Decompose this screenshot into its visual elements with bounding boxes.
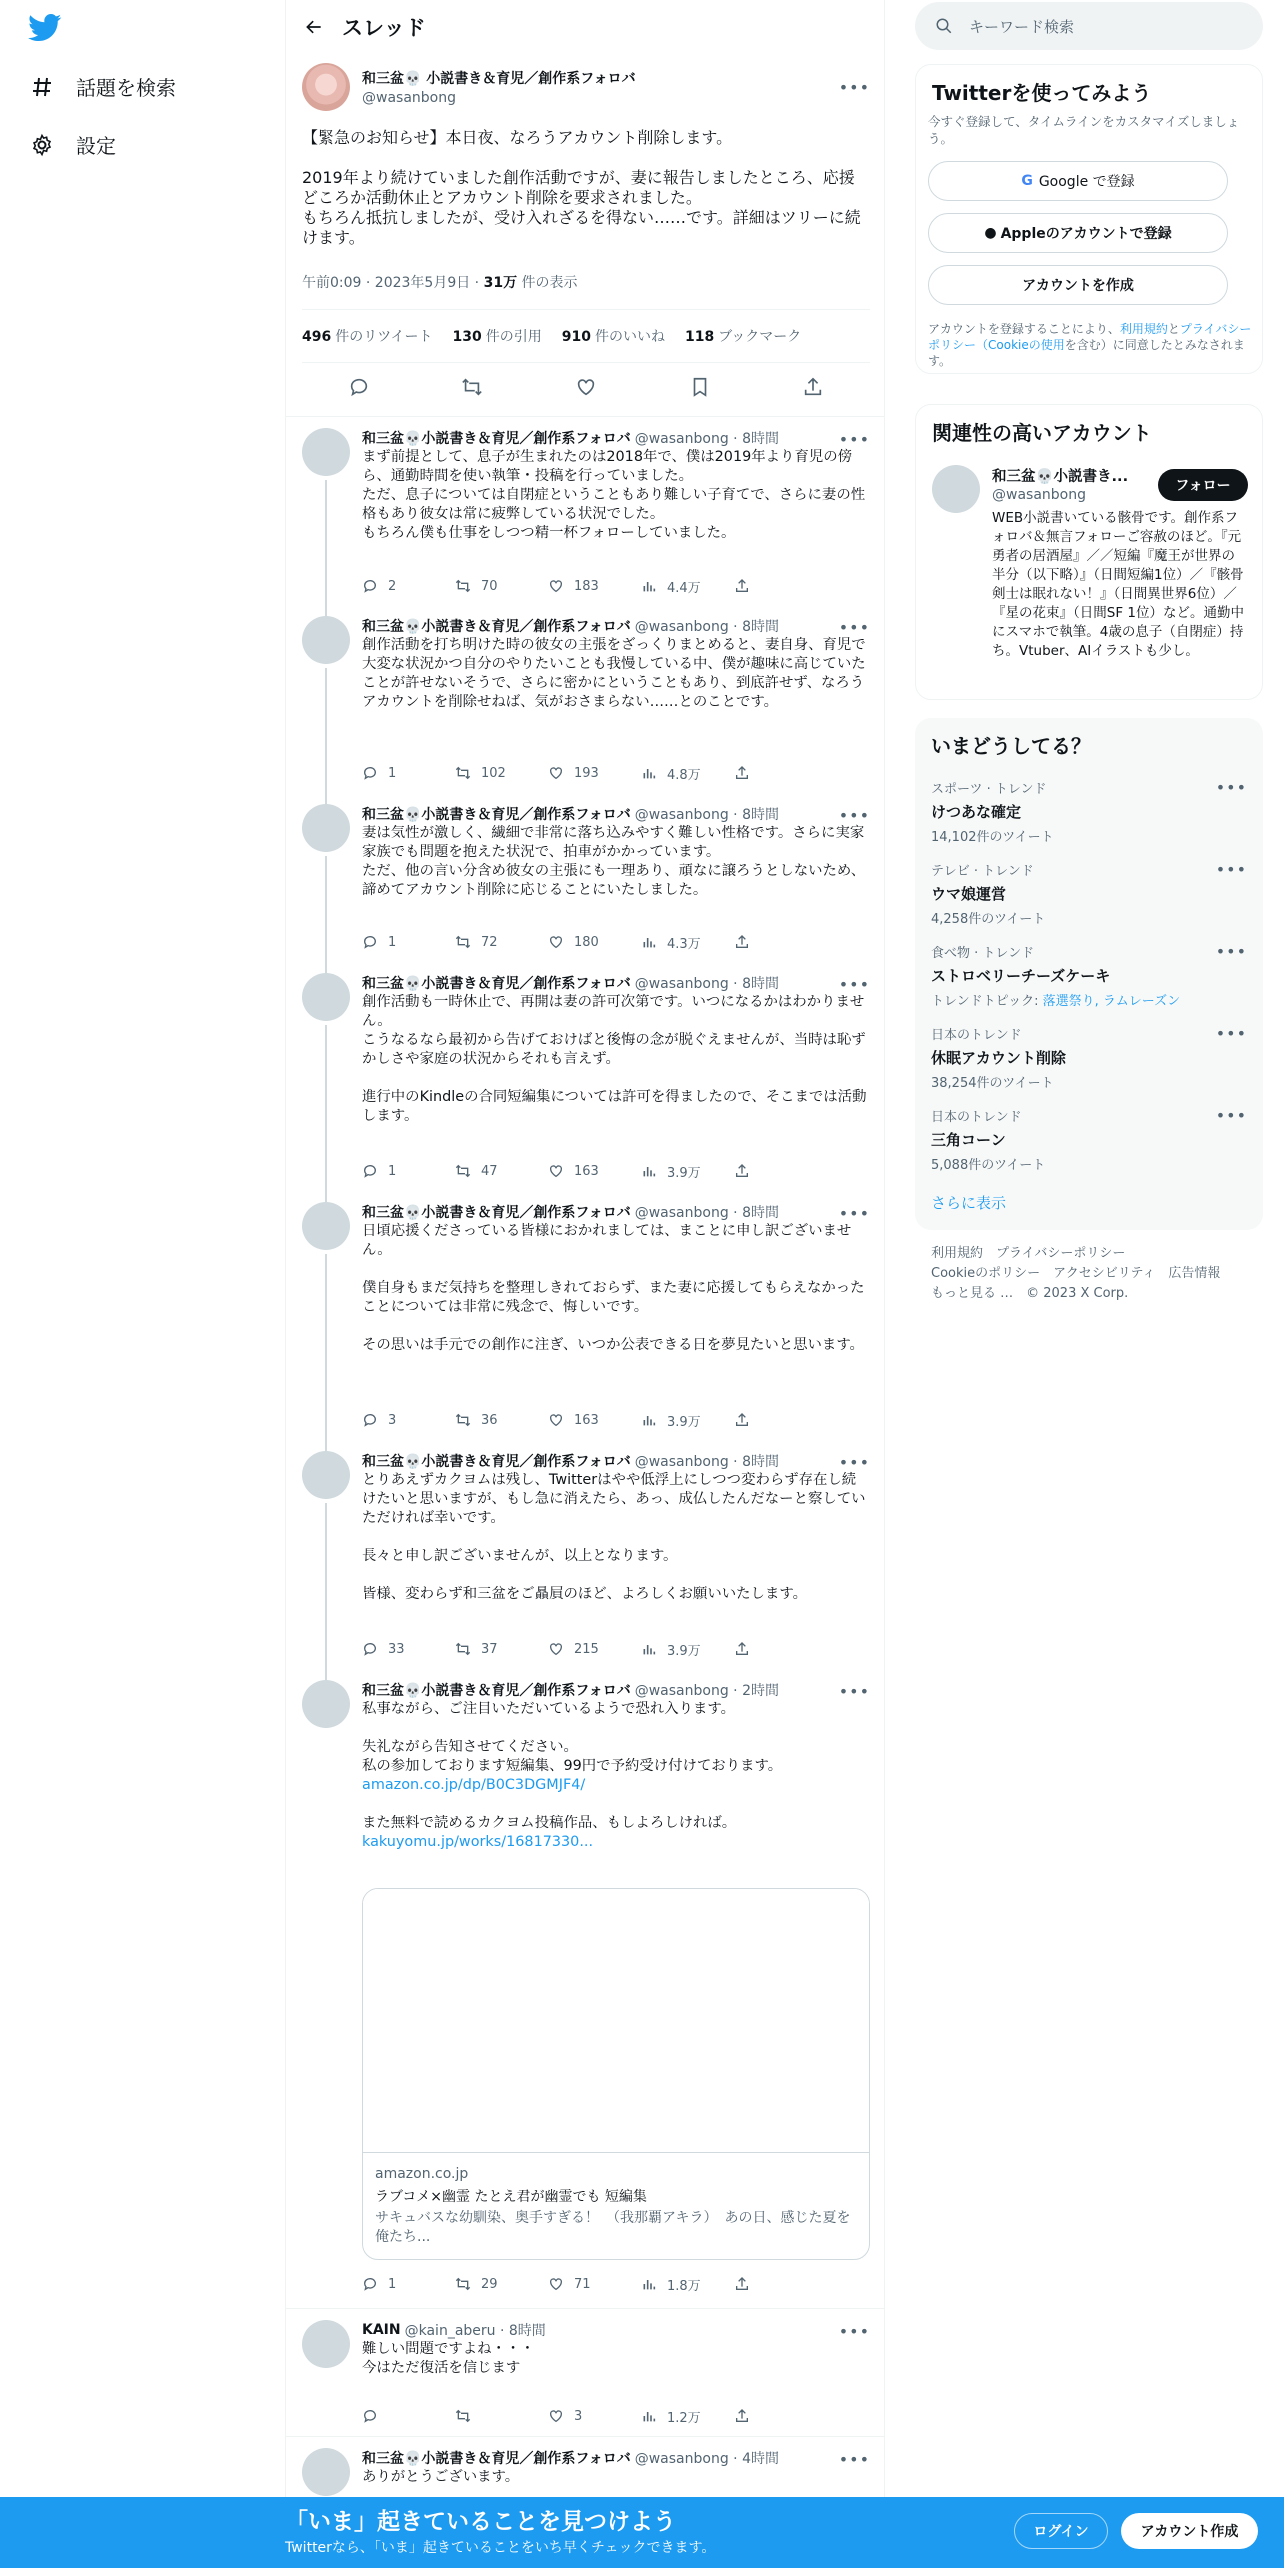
share-icon[interactable] [734,765,827,781]
more-options-icon[interactable]: ••• [838,1453,870,1472]
google-icon: G [1021,173,1033,189]
link-card-description: サキュバスな幼馴染、奥手すぎる！ （我那覇アキラ） あの日、感じた夏を俺たち... [375,2210,851,2245]
nav-settings[interactable] [28,130,116,159]
tweet-actions [362,763,827,783]
display-name[interactable]: 和三盆💀小説書き＆育児／創作系フォロバ [362,431,631,447]
like-button[interactable]: 183 [548,578,641,594]
tweet-timestamp[interactable]: 午前0:09 · 2023年5月9日 · [302,275,484,291]
handle[interactable]: @kain_aberu · 8時間 [404,2323,546,2339]
more-options-icon[interactable]: ••• [1215,1106,1247,1125]
nav-settings-label: 設定 [76,134,116,158]
tweet-stats [302,310,870,362]
like-button[interactable]: 3 [548,2408,641,2424]
tweet-text: 難しい問題ですよね・・・ 今はただ復活を信じます [362,2341,535,2376]
related-accounts-panel [915,404,1263,700]
footer-links [931,1244,1220,1304]
more-options-icon[interactable]: ••• [838,430,870,449]
reply-button[interactable] [362,2408,455,2424]
link-card[interactable] [362,1888,870,2260]
search-input[interactable] [915,2,1263,50]
more-options-icon[interactable]: ••• [1215,778,1247,797]
retweet-button[interactable]: 36 [455,1412,548,1428]
more-options-icon[interactable]: ••• [838,975,870,994]
link-card-title: ラブコメ×幽霊 たとえ君が幽霊でも 短編集 [375,2189,647,2205]
views-button[interactable]: 4.8万 [641,764,734,783]
related-handle[interactable]: @wasanbong [992,487,1086,503]
legal-text: アカウントを登録することにより、利用規約とプライバシーポリシー（Cookieの使用を含む）に同意したとみなされます。 [928,322,1252,368]
share-icon[interactable] [734,2276,827,2292]
retweet-stat[interactable]: 496 件のリツイート [302,329,433,345]
footer-line[interactable]: Cookieのポリシー アクセシビリティ 広告情報 [931,1266,1221,1281]
share-icon[interactable] [734,578,827,594]
avatar[interactable] [932,465,980,513]
tweet-actions [302,363,870,415]
thread-line [325,1254,327,1454]
handle[interactable]: @wasanbong · 8時間 [634,619,779,635]
display-name[interactable]: 和三盆💀小説書き＆育児／創作系フォロバ [362,1454,631,1470]
tweet-text: 私事ながら、ご注目いただいているようで恐れ入ります。 失礼ながら告知させてください。 私の参加しております短編集、99円で予約受け付けております。 [362,1701,783,1774]
reply-button[interactable]: 2 [362,578,455,594]
gear-icon [28,131,56,159]
signup-title: Twitterを使ってみよう [932,81,1152,105]
retweet-button[interactable]: 29 [455,2276,548,2292]
kakuyomu-link[interactable]: kakuyomu.jp/works/16817330... [362,1834,594,1850]
trend-item[interactable]: 日本のトレンド 休眠アカウント削除 38,254件のツイート ••• [931,1024,1247,1091]
views-button[interactable]: 3.9万 [641,1162,734,1181]
divider [286,2436,885,2437]
share-icon[interactable] [734,2408,827,2424]
retweet-button[interactable]: 72 [455,934,548,950]
reply-button[interactable]: 1 [362,1163,455,1179]
reply-button[interactable]: 1 [362,2276,455,2292]
more-options-icon[interactable]: ••• [838,2450,870,2469]
trend-item[interactable]: テレビ · トレンド ウマ娘運営 4,258件のツイート ••• [931,860,1247,927]
privacy-link[interactable]: プライバシーポリシー（Cookieの使用 [928,322,1252,352]
signup-banner [0,2497,1284,2568]
more-options-icon[interactable]: ••• [1215,942,1247,961]
tweet-text: 日頃応援くださっている皆様におかれましては、まことに申し訳ございません。 僕自身もまだ気持ちを整理しきれておらず、また妻に応援してもらえなかったことについては非常に残念で、悔しいです。 その思いは手元での創作に注ぎ、いつか公表できる日を夢見たいと思います。 [362,1223,865,1353]
more-options-icon[interactable]: ••• [838,77,870,97]
related-name[interactable]: 和三盆💀小説書き... [992,469,1129,485]
handle[interactable]: @wasanbong · 8時間 [634,431,779,447]
avatar[interactable] [302,1202,350,1250]
tweet-text: 創作活動も一時休止で、再開は妻の許可次第です。いつになるかはわかりません。 こうなるなら最初から告げておけばと後悔の念が脱ぐえませんが、当時は恥ずかしさや家庭の状況からそれも言えず。 進行中のKindleの合同短編集については許可を得ましたので、そこまでは活動します。 [362,994,867,1124]
avatar[interactable] [302,2448,350,2496]
like-button[interactable]: 163 [548,1412,641,1428]
handle[interactable]: @wasanbong · 8時間 [634,976,779,992]
thread-line [325,1025,327,1203]
tweet-text: とりあえずカクヨムは残し、Twitterはやや低浮上にしつつ変わらず存在し続けたいと思いますが、もし急に消えたら、あっ、成仏したんだなーと察していただければ幸いです。 長々と申し訳ございませんが、以上となります。 皆様、変わらず和三盆をご贔屓のほど、よろしくお願いいたします。 [362,1472,866,1602]
reply-button[interactable]: 33 [362,1641,455,1657]
tweet-meta [302,272,870,292]
display-name[interactable]: 和三盆💀小説書き＆育児／創作系フォロバ [362,1683,631,1699]
tweet-actions [362,2274,827,2294]
more-options-icon[interactable]: ••• [838,2322,870,2341]
reply-button[interactable]: 1 [362,765,455,781]
bookmark-stat[interactable]: 118 ブックマーク [685,329,802,345]
reply-icon[interactable] [348,376,370,402]
bookmark-icon[interactable] [689,376,711,402]
more-options-icon[interactable]: ••• [1215,1024,1247,1043]
handle[interactable]: @wasanbong · 8時間 [634,1454,779,1470]
like-stat[interactable]: 910 件のいいね [561,329,666,345]
nav-explore-label: 話題を検索 [76,76,176,100]
divider [286,416,885,417]
reply-button[interactable]: 3 [362,1412,455,1428]
tweet-text: 妻は気性が激しく、繊細で非常に落ち込みやすく難しい性格です。さらに実家家族でも問題を抱えた状況で、拍車がかかっています。 ただ、他の言い分含め彼女の主張にも一理あり、頑なに譲ろうとしないため、諦めてアカウント削除に応じることにいたしました。 [362,825,866,898]
view-count: 31万 [483,275,518,291]
left-sidebar [0,0,285,2568]
nav-explore[interactable] [28,72,176,101]
views-button[interactable]: 3.9万 [641,1640,734,1659]
retweet-button[interactable]: 47 [455,1163,548,1179]
like-button[interactable]: 163 [548,1163,641,1179]
more-options-icon[interactable]: ••• [1215,860,1247,879]
signup-panel [915,64,1263,374]
main-tweet [302,62,870,415]
more-options-icon[interactable]: ••• [838,806,870,825]
search-icon [935,17,953,35]
like-button[interactable]: 180 [548,934,641,950]
tweet-actions [362,2406,827,2426]
trends-panel [915,718,1263,1230]
trend-item[interactable]: スポーツ · トレンド けつあな確定 14,102件のツイート ••• [931,778,1247,845]
retweet-button[interactable]: 102 [455,765,548,781]
divider [286,2308,885,2309]
retweet-button[interactable]: 37 [455,1641,548,1657]
back-arrow-icon[interactable] [286,0,342,54]
avatar[interactable] [302,1451,350,1499]
tweet-text: まず前提として、息子が生まれたのは2018年で、僕は2019年より育児の傍ら、通勤時間を使い執筆・投稿を行っていました。 ただ、息子については自閉症ということもあり難しい子育てで、さらに妻の性格もあり彼女は常に疲弊している状況でした。 もちろん僕も仕事をしつつ精一杯フォローしていました。 [362,449,866,541]
tweet-text-2: また無料で読めるカクヨム投稿作品、もしよろしければ。 [362,1815,737,1831]
tweet-text: ありがとうございます。 [362,2469,520,2485]
display-name[interactable]: 和三盆💀小説書き＆育児／創作系フォロバ [362,1205,631,1221]
like-button[interactable]: 215 [548,1641,641,1657]
views-button[interactable]: 4.4万 [641,577,734,596]
show-more-link[interactable]: さらに表示 [931,1194,1007,1212]
trend-item[interactable]: 日本のトレンド 三角コーン 5,088件のツイート ••• [931,1106,1247,1173]
views-button[interactable]: 4.3万 [641,933,734,952]
hashtag-icon [28,73,56,101]
like-icon[interactable] [575,376,597,402]
tweet-text: 【緊急のお知らせ】本日夜、なろうアカウント削除します。 2019年より続けていました創作活動ですが、妻に報告しましたところ、応援どころか活動休止とアカウント削除を要求されました。 もちろん抵抗しましたが、受け入れざるを得ない……です。詳細はツリーに続けます。 [302,128,861,247]
banner-subtitle: Twitterなら、「いま」起きていることをいち早くチェックできます。 [285,2540,716,2556]
avatar[interactable] [302,616,350,664]
avatar[interactable] [302,428,350,476]
trend-item[interactable]: 食べ物 · トレンド ストロベリーチーズケーキ トレンドトピック: 落選祭り, ラムレーズン ••• [931,942,1247,1009]
follow-button[interactable]: フォロー [1158,469,1248,501]
tweet-actions [362,576,827,596]
google-signup-button[interactable]: G Google で登録 [928,161,1228,201]
thread-line [325,856,327,974]
related-title: 関連性の高いアカウント [932,421,1152,445]
handle[interactable]: @wasanbong · 2時間 [634,1683,779,1699]
avatar[interactable] [302,973,350,1021]
display-name[interactable]: 和三盆💀 小説書き＆育児／創作系フォロバ [362,71,636,87]
twitter-logo-icon[interactable] [28,14,62,44]
share-icon[interactable] [734,934,827,950]
page-title: スレッド [342,16,426,40]
avatar[interactable] [302,804,350,852]
avatar[interactable] [302,1680,350,1728]
footer-line[interactable]: もっと見る … © 2023 X Corp. [931,1286,1129,1301]
share-icon[interactable] [734,1641,827,1657]
related-bio: WEB小説書いている骸骨です。創作系フォロバ＆無言フォローご容赦のほど。『元勇者の居酒屋』／／短編『魔王が世界の半分（以下略）』（日間短編1位）／『骸骨剣士は眠れない！』（日間異世界6位）／『星の花束』（日間SF 1位）など。通勤中にスマホで執筆。4歳の息子（自閉症）持ち。Vtuber、AIイラストも少し。 [992,510,1244,659]
display-name[interactable]: 和三盆💀小説書き＆育児／創作系フォロバ [362,619,631,635]
display-name[interactable]: 和三盆💀小説書き＆育児／創作系フォロバ [362,807,631,823]
retweet-button[interactable]: 70 [455,578,548,594]
search-placeholder: キーワード検索 [969,17,1075,36]
retweet-button[interactable] [455,2408,548,2424]
signup-button[interactable]: アカウント作成 [1121,2513,1258,2549]
like-button[interactable]: 71 [548,2276,641,2292]
more-options-icon[interactable]: ••• [838,618,870,637]
create-account-button[interactable]: アカウントを作成 [928,265,1228,305]
avatar[interactable] [302,2320,350,2368]
share-icon[interactable] [802,376,824,402]
footer-line[interactable]: 利用規約 プライバシーポリシー [931,1246,1126,1261]
views-button[interactable]: 1.8万 [641,2275,734,2294]
views-button[interactable]: 3.9万 [641,1411,734,1430]
tweet-text: 創作活動を打ち明けた時の彼女の主張をざっくりまとめると、妻自身、育児で大変な状況かつ自分のやりたいことも我慢している中、僕が趣味に高じていたことが許せないそうで、さらに密かにということもあり、到底許せず、なろうアカウントを削除せねば、気がおさまらない……とのことです。 [362,637,866,710]
handle[interactable]: @wasanbong · 4時間 [634,2451,779,2467]
banner-title: 「いま」起きていることを見つけよう [285,2509,676,2535]
thread-line [325,1503,327,1683]
handle[interactable]: @wasanbong [362,90,456,106]
tweet-actions [362,1410,827,1430]
trends-title: いまどうしてる？ [931,734,1091,758]
handle[interactable]: @wasanbong · 8時間 [634,807,779,823]
apple-icon: ● [984,225,997,241]
signup-subtitle: 今すぐ登録して、タイムラインをカスタマイズしましょう。 [928,114,1240,146]
more-options-icon[interactable]: ••• [838,1204,870,1223]
reply-button[interactable]: 1 [362,934,455,950]
login-button[interactable]: ログイン [1014,2513,1108,2549]
share-icon[interactable] [734,1412,827,1428]
share-icon[interactable] [734,1163,827,1179]
display-name[interactable]: 和三盆💀小説書き＆育児／創作系フォロバ [362,976,631,992]
link-card-domain: amazon.co.jp [375,2166,469,2182]
amazon-link[interactable]: amazon.co.jp/dp/B0C3DGMJF4/ [362,1777,586,1793]
view-label: 件の表示 [517,275,578,291]
apple-signup-button[interactable]: ● Appleのアカウントで登録 [928,213,1228,253]
tweet-actions [362,1161,827,1181]
like-button[interactable]: 193 [548,765,641,781]
avatar[interactable] [302,63,350,111]
quote-stat[interactable]: 130 件の引用 [452,329,542,345]
display-name[interactable]: 和三盆💀小説書き＆育児／創作系フォロバ [362,2451,631,2467]
more-options-icon[interactable]: ••• [838,1682,870,1701]
views-button[interactable]: 1.2万 [641,2407,734,2426]
thread-column [285,0,885,2568]
link-card-image [363,1889,869,2153]
thread-header [286,0,885,54]
tweet-actions [362,1639,827,1659]
retweet-icon[interactable] [461,376,483,402]
trend-topic-link[interactable]: 落選祭り, ラムレーズン [1042,994,1181,1009]
tweet-actions [362,932,827,952]
handle[interactable]: @wasanbong · 8時間 [634,1205,779,1221]
display-name[interactable]: KAIN [362,2322,401,2338]
terms-link[interactable]: 利用規約 [1119,322,1168,336]
